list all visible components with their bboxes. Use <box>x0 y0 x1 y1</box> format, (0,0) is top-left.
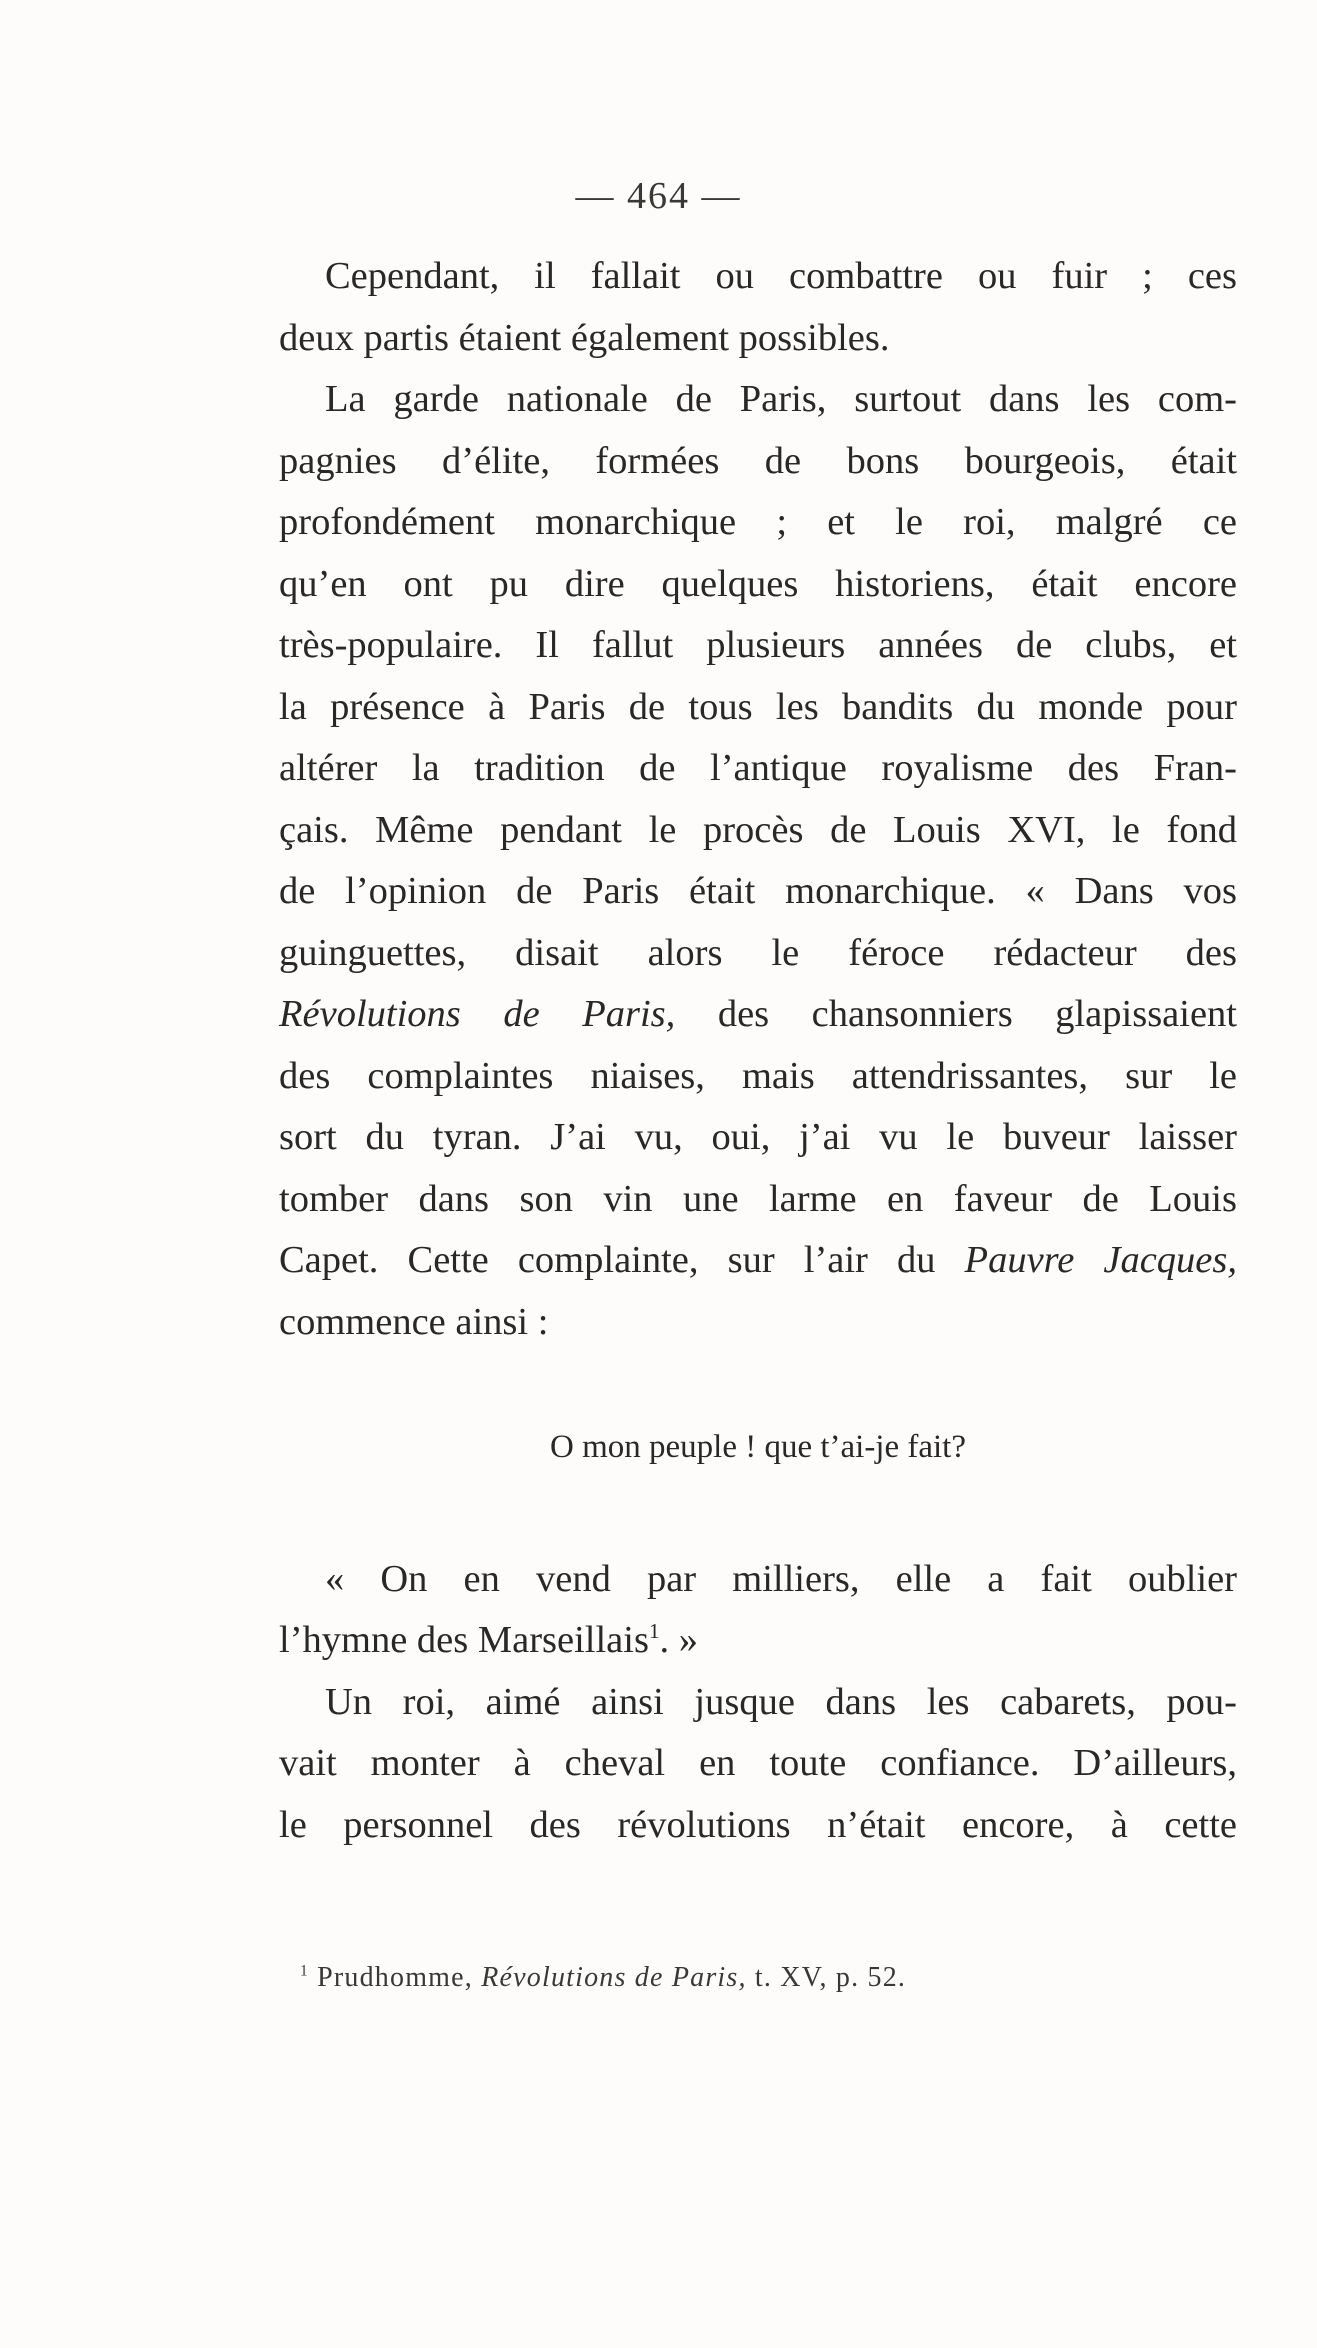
text-line: altérer la tradition de l’antique royalisme des Fran- <box>279 747 1237 789</box>
text-line: de l’opinion de Paris était monarchique. « Dans vos <box>279 870 1237 912</box>
text-line: « On en vend par milliers, elle a fait oublier <box>325 1557 1237 1600</box>
body-text <box>279 246 1237 1856</box>
text-line <box>279 1610 1237 1672</box>
text-line: Un roi, aimé ainsi jusque dans les cabarets, pou- <box>325 1680 1237 1723</box>
text-line: la présence à Paris de tous les bandits du monde pour <box>279 685 1237 728</box>
text-line: Cependant, il fallait ou combattre ou fuir ; ces <box>325 255 1237 297</box>
text-line: pagnies d’élite, formées de bons bourgeois, était <box>279 439 1237 482</box>
text-line: qu’en ont pu dire quelques historiens, était encore <box>279 562 1237 605</box>
spacer <box>279 1479 1237 1549</box>
text-segment: l’hymne des Marseillais <box>279 1619 649 1661</box>
text-line: tomber dans son vin une larme en faveur de Louis <box>279 1177 1237 1220</box>
text-line: deux partis étaient également possibles. <box>279 316 890 359</box>
footnote-reference: t. XV, p. 52. <box>754 1962 907 1993</box>
text-line: çais. Même pendant le procès de Louis XVI, le fond <box>279 808 1237 851</box>
text-line: profondément monarchique ; et le roi, malgré ce <box>279 501 1237 543</box>
text-line: La garde nationale de Paris, surtout dans les com- <box>325 378 1237 420</box>
text-line <box>279 984 1237 1046</box>
text-line: le personnel des révolutions n’était encore, à cette <box>279 1803 1237 1846</box>
text-line: des complaintes niaises, mais attendrissantes, sur le <box>279 1054 1237 1097</box>
text-line: commence ainsi : <box>279 1300 549 1343</box>
spacer <box>279 1353 1237 1417</box>
verse-quote: O mon peuple ! que t’ai-je fait? <box>550 1429 966 1465</box>
page-number: — 464 — <box>575 175 742 217</box>
footnote-marker: 1 <box>648 1619 660 1644</box>
footnote <box>300 1962 1060 1994</box>
footnote-number: 1 <box>300 1962 309 1980</box>
text-line: guinguettes, disait alors le féroce rédacteur des <box>279 931 1237 974</box>
text-line: très-populaire. Il fallut plusieurs années de clubs, et <box>279 624 1237 666</box>
footnote-author: Prudhomme, <box>317 1962 473 1993</box>
text-segment: Capet. Cette complainte, sur l’air du <box>279 1239 965 1281</box>
text-segment: des chansonniers glapissaient <box>675 993 1237 1035</box>
text-line: sort du tyran. J’ai vu, oui, j’ai vu le buveur laisser <box>279 1116 1237 1158</box>
text-segment: . » <box>659 1619 699 1661</box>
italic-title: Pauvre Jacques, <box>964 1239 1238 1281</box>
text-line: vait monter à cheval en toute confiance. D’ailleurs, <box>279 1742 1237 1784</box>
italic-title: Révolutions de Paris, <box>279 993 676 1035</box>
footnote-title: Révolutions de Paris, <box>481 1962 747 1993</box>
text-line <box>279 1230 1237 1292</box>
